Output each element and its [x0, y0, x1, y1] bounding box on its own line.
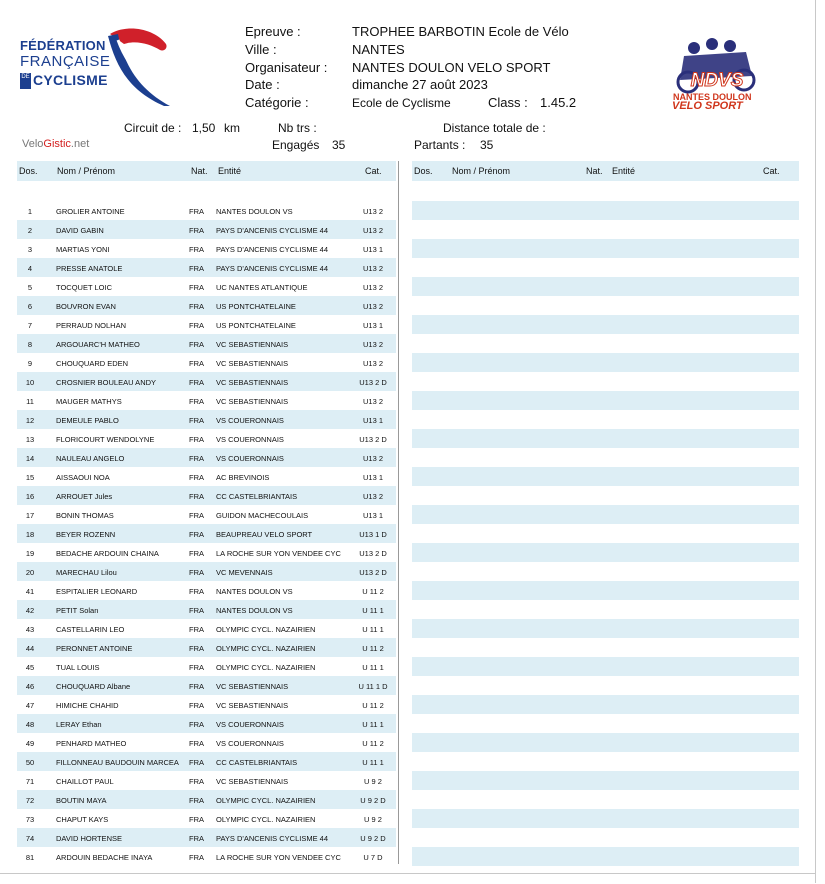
row-nat: FRA [189, 701, 204, 710]
column-divider [398, 161, 399, 864]
table-row [17, 505, 396, 524]
circuit-label: Circuit de : [124, 121, 182, 135]
organisateur-value: NANTES DOULON VELO SPORT [352, 60, 551, 75]
row-dos: 3 [27, 245, 33, 254]
row-dos: 42 [25, 606, 35, 615]
row-nat: FRA [189, 777, 204, 786]
row-cat: U13 2 [362, 397, 383, 406]
header-entite-right: Entité [612, 166, 636, 176]
row-nat: FRA [189, 815, 204, 824]
row-dos: 44 [25, 644, 35, 653]
table-row [17, 638, 396, 657]
row-dos: 74 [25, 834, 35, 843]
empty-table-row [412, 391, 799, 410]
row-entite: US PONTCHATELAINE [216, 302, 296, 311]
row-name: CHOUQUARD Albane [56, 682, 131, 691]
row-nat: FRA [189, 435, 204, 444]
row-dos: 73 [25, 815, 35, 824]
row-name: DAVID HORTENSE [56, 834, 122, 843]
row-nat: FRA [189, 625, 204, 634]
row-entite: US PONTCHATELAINE [216, 321, 296, 330]
row-name: PERRAUD NOLHAN [56, 321, 127, 330]
row-nat: FRA [189, 473, 204, 482]
row-cat: U13 2 [362, 264, 383, 273]
row-entite: VS COUERONNAIS [216, 739, 284, 748]
row-entite: OLYMPIC CYCL. NAZAIRIEN [216, 663, 316, 672]
row-name: MAUGER MATHYS [56, 397, 122, 406]
row-cat: U13 2 [362, 492, 383, 501]
ffc-logo-de: DE [20, 73, 31, 89]
velogistic-part3: .net [70, 138, 90, 150]
empty-table-row [412, 429, 799, 448]
row-dos: 41 [25, 587, 35, 596]
row-dos: 17 [25, 511, 35, 520]
header-nat-right: Nat. [586, 166, 603, 176]
row-cat: U 7 D [363, 853, 383, 862]
partants-value: 35 [480, 138, 494, 152]
row-name: ARGOUARC'H MATHEO [56, 340, 140, 349]
table-row [17, 695, 396, 714]
row-name: PENHARD MATHEO [56, 739, 127, 748]
row-cat: U13 2 D [359, 378, 387, 387]
row-nat: FRA [189, 302, 204, 311]
row-entite: VC MEVENNAIS [216, 568, 273, 577]
row-cat: U13 2 [362, 207, 383, 216]
row-name: DAVID GABIN [56, 226, 104, 235]
row-cat: U 11 2 [362, 644, 384, 653]
row-dos: 15 [25, 473, 35, 482]
row-entite: LA ROCHE SUR YON VENDEE CYC [216, 853, 341, 862]
row-dos: 48 [25, 720, 35, 729]
row-nat: FRA [189, 492, 204, 501]
row-name: FILLONNEAU BAUDOUIN MARCEA [56, 758, 179, 767]
table-row [17, 258, 396, 277]
row-name: TOCQUET LOIC [56, 283, 112, 292]
ffc-logo [18, 26, 173, 108]
row-entite: UC NANTES ATLANTIQUE [216, 283, 308, 292]
row-name: BEDACHE ARDOUIN CHAINA [56, 549, 159, 558]
row-cat: U13 1 [362, 245, 383, 254]
header-entite: Entité [218, 166, 242, 176]
header-nom: Nom / Prénom [57, 166, 116, 176]
table-row [17, 733, 396, 752]
row-entite: VC SEBASTIENNAIS [216, 397, 289, 406]
empty-table-row [412, 733, 799, 752]
row-name: MARTIAS YONI [56, 245, 110, 254]
ffc-swoosh-icon [106, 26, 172, 108]
engages-value: 35 [332, 138, 346, 152]
empty-table-row [412, 581, 799, 600]
header-cat: Cat. [365, 166, 382, 176]
page-edge-bottom [0, 873, 815, 884]
table-row [17, 372, 396, 391]
row-entite: VS COUERONNAIS [216, 435, 284, 444]
row-dos: 6 [27, 302, 33, 311]
empty-table-row [412, 353, 799, 372]
organisateur-label: Organisateur : [245, 60, 328, 75]
row-name: NAULEAU ANGELO [56, 454, 125, 463]
row-dos: 1 [27, 207, 33, 216]
row-cat: U 11 2 [362, 701, 384, 710]
circuit-unit: km [224, 121, 240, 135]
row-cat: U 11 1 D [358, 682, 388, 691]
row-entite: PAYS D'ANCENIS CYCLISME 44 [216, 834, 329, 843]
date-value: dimanche 27 août 2023 [352, 77, 488, 92]
row-cat: U13 2 [362, 283, 383, 292]
row-nat: FRA [189, 207, 204, 216]
table-row [17, 828, 396, 847]
row-nat: FRA [189, 853, 204, 862]
row-nat: FRA [189, 644, 204, 653]
empty-table-row [412, 277, 799, 296]
table-row [17, 847, 396, 866]
page-edge-right [815, 0, 825, 883]
row-dos: 72 [25, 796, 35, 805]
row-dos: 49 [25, 739, 35, 748]
row-name: CROSNIER BOULEAU ANDY [56, 378, 157, 387]
ville-value: NANTES [352, 42, 405, 57]
row-cat: U13 2 D [359, 549, 387, 558]
table-row [17, 676, 396, 695]
empty-table-row [412, 467, 799, 486]
row-cat: U 11 1 [362, 758, 384, 767]
row-cat: U 9 2 D [360, 796, 386, 805]
table-row [17, 543, 396, 562]
row-cat: U13 1 D [359, 530, 387, 539]
row-nat: FRA [189, 663, 204, 672]
row-dos: 14 [25, 454, 35, 463]
row-entite: OLYMPIC CYCL. NAZAIRIEN [216, 796, 316, 805]
table-row [17, 239, 396, 258]
table-row [17, 600, 396, 619]
row-cat: U 11 1 [362, 606, 384, 615]
empty-table-row [412, 771, 799, 790]
header-dos-right: Dos. [414, 166, 433, 176]
row-nat: FRA [189, 530, 204, 539]
row-dos: 9 [27, 359, 33, 368]
row-entite: GUIDON MACHECOULAIS [216, 511, 309, 520]
row-name: LERAY Ethan [56, 720, 102, 729]
empty-table-row [412, 847, 799, 866]
row-nat: FRA [189, 321, 204, 330]
empty-table-row [412, 619, 799, 638]
row-entite: VC SEBASTIENNAIS [216, 378, 289, 387]
row-cat: U13 2 D [359, 568, 387, 577]
row-nat: FRA [189, 587, 204, 596]
table-row [17, 581, 396, 600]
ndvs-logo-line1: NANTES DOULON [673, 92, 752, 102]
row-dos: 2 [27, 226, 33, 235]
categorie-value: Ecole de Cyclisme [352, 96, 451, 110]
row-entite: VS COUERONNAIS [216, 416, 284, 425]
row-cat: U13 2 [362, 226, 383, 235]
table-row [17, 486, 396, 505]
row-nat: FRA [189, 682, 204, 691]
row-name: CHAILLOT PAUL [56, 777, 114, 786]
ffc-logo-line2: FRANÇAISE [20, 53, 111, 70]
row-entite: VC SEBASTIENNAIS [216, 340, 289, 349]
row-name: MARECHAU Lilou [56, 568, 117, 577]
row-cat: U 11 1 [362, 663, 384, 672]
row-name: PRESSE ANATOLE [56, 264, 123, 273]
table-row [17, 752, 396, 771]
row-nat: FRA [189, 416, 204, 425]
row-dos: 8 [27, 340, 33, 349]
row-nat: FRA [189, 397, 204, 406]
row-cat: U 9 2 D [360, 834, 386, 843]
row-entite: NANTES DOULON VS [216, 207, 293, 216]
row-cat: U 11 1 [362, 720, 384, 729]
row-dos: 11 [26, 397, 34, 406]
table-header-right [412, 161, 799, 181]
row-nat: FRA [189, 378, 204, 387]
ville-label: Ville : [245, 42, 277, 57]
row-entite: CC CASTELBRIANTAIS [216, 492, 298, 501]
velogistic-part1: Velo [22, 138, 44, 150]
table-row [17, 790, 396, 809]
row-name: PETIT Solan [56, 606, 99, 615]
row-name: GROLIER ANTOINE [56, 207, 125, 216]
row-name: ESPITALIER LEONARD [56, 587, 138, 596]
row-entite: OLYMPIC CYCL. NAZAIRIEN [216, 625, 316, 634]
row-entite: CC CASTELBRIANTAIS [216, 758, 298, 767]
table-row [17, 315, 396, 334]
table-row [17, 562, 396, 581]
row-entite: VC SEBASTIENNAIS [216, 777, 289, 786]
row-entite: VC SEBASTIENNAIS [216, 701, 289, 710]
row-nat: FRA [189, 796, 204, 805]
row-name: AISSAOUI NOA [56, 473, 110, 482]
row-nat: FRA [189, 264, 204, 273]
row-nat: FRA [189, 226, 204, 235]
row-cat: U 11 2 [362, 739, 384, 748]
row-entite: VS COUERONNAIS [216, 454, 284, 463]
table-row [17, 353, 396, 372]
distance-label: Distance totale de : [443, 121, 546, 135]
row-entite: OLYMPIC CYCL. NAZAIRIEN [216, 644, 316, 653]
row-entite: OLYMPIC CYCL. NAZAIRIEN [216, 815, 316, 824]
row-entite: NANTES DOULON VS [216, 587, 293, 596]
table-row [17, 277, 396, 296]
row-dos: 7 [27, 321, 33, 330]
table-row [17, 714, 396, 733]
row-dos: 19 [25, 549, 35, 558]
row-dos: 10 [25, 378, 35, 387]
row-entite: NANTES DOULON VS [216, 606, 293, 615]
row-nat: FRA [189, 340, 204, 349]
row-entite: VC SEBASTIENNAIS [216, 682, 289, 691]
row-cat: U 11 1 [362, 625, 384, 634]
table-row [17, 296, 396, 315]
row-dos: 16 [25, 492, 35, 501]
ffc-logo-line3: CYCLISME [33, 72, 108, 88]
row-cat: U13 1 [362, 321, 383, 330]
row-nat: FRA [189, 454, 204, 463]
row-nat: FRA [189, 739, 204, 748]
row-dos: 50 [25, 758, 35, 767]
empty-table-row [412, 505, 799, 524]
row-cat: U13 2 [362, 340, 383, 349]
row-dos: 46 [25, 682, 35, 691]
row-entite: BEAUPREAU VELO SPORT [216, 530, 313, 539]
row-entite: VC SEBASTIENNAIS [216, 359, 289, 368]
engages-label: Engagés [272, 138, 320, 152]
velogistic-part2: Gistic [43, 138, 71, 150]
empty-table-row [412, 695, 799, 714]
row-name: FLORICOURT WENDOLYNE [56, 435, 155, 444]
row-dos: 43 [25, 625, 35, 634]
row-name: PERONNET ANTOINE [56, 644, 133, 653]
table-row [17, 771, 396, 790]
table-row [17, 410, 396, 429]
header-nom-right: Nom / Prénom [452, 166, 511, 176]
row-name: BONIN THOMAS [56, 511, 114, 520]
categorie-label: Catégorie : [245, 95, 309, 110]
row-name: CASTELLARIN LEO [56, 625, 125, 634]
row-dos: 5 [27, 283, 33, 292]
table-row [17, 524, 396, 543]
header-cat-right: Cat. [763, 166, 780, 176]
row-cat: U 9 2 [364, 777, 382, 786]
row-nat: FRA [189, 283, 204, 292]
row-nat: FRA [189, 606, 204, 615]
table-row [17, 657, 396, 676]
row-cat: U13 2 D [359, 435, 387, 444]
ffc-logo-line1: FÉDÉRATION [20, 38, 106, 53]
table-header-left [17, 161, 396, 181]
table-row [17, 448, 396, 467]
row-name: ARDOUIN BEDACHE INAYA [56, 853, 153, 862]
row-dos: 13 [25, 435, 35, 444]
class-value: 1.45.2 [540, 95, 577, 110]
table-row [17, 467, 396, 486]
row-dos: 47 [25, 701, 35, 710]
table-row [17, 429, 396, 448]
row-entite: PAYS D'ANCENIS CYCLISME 44 [216, 264, 329, 273]
velogistic-watermark [22, 138, 89, 150]
row-nat: FRA [189, 511, 204, 520]
row-nat: FRA [189, 549, 204, 558]
empty-table-row [412, 315, 799, 334]
row-entite: AC BREVINOIS [216, 473, 270, 482]
row-dos: 20 [25, 568, 35, 577]
empty-table-row [412, 201, 799, 220]
row-dos: 45 [25, 663, 35, 672]
row-nat: FRA [189, 568, 204, 577]
row-dos: 71 [25, 777, 35, 786]
row-cat: U13 1 [362, 416, 383, 425]
row-nat: FRA [189, 245, 204, 254]
empty-table-row [412, 543, 799, 562]
row-dos: 18 [25, 530, 35, 539]
epreuve-label: Epreuve : [245, 24, 301, 39]
row-cat: U13 2 [362, 302, 383, 311]
class-label: Class : [488, 95, 528, 110]
table-row [17, 201, 396, 220]
row-name: CHAPUT KAYS [56, 815, 109, 824]
row-dos: 81 [25, 853, 35, 862]
header-dos: Dos. [19, 166, 38, 176]
circuit-value: 1,50 [192, 121, 216, 135]
row-name: HIMICHE CHAHID [56, 701, 119, 710]
header-nat: Nat. [191, 166, 208, 176]
row-dos: 4 [27, 264, 33, 273]
row-name: BOUTIN MAYA [56, 796, 107, 805]
table-row [17, 220, 396, 239]
row-nat: FRA [189, 359, 204, 368]
table-row [17, 391, 396, 410]
row-name: ARROUET Jules [56, 492, 113, 501]
row-entite: VS COUERONNAIS [216, 720, 284, 729]
row-cat: U13 1 [362, 511, 383, 520]
row-entite: PAYS D'ANCENIS CYCLISME 44 [216, 245, 329, 254]
row-entite: PAYS D'ANCENIS CYCLISME 44 [216, 226, 329, 235]
row-cat: U 11 2 [362, 587, 384, 596]
row-nat: FRA [189, 834, 204, 843]
nbtrs-label: Nb trs : [278, 121, 317, 135]
ndvs-mark: NDVS [690, 70, 744, 91]
row-cat: U13 2 [362, 454, 383, 463]
partants-label: Partants : [414, 138, 466, 152]
row-dos: 12 [25, 416, 35, 425]
table-row [17, 619, 396, 638]
row-entite: LA ROCHE SUR YON VENDEE CYC [216, 549, 341, 558]
row-cat: U 9 2 [364, 815, 382, 824]
row-cat: U13 1 [362, 473, 383, 482]
row-name: TUAL LOUIS [56, 663, 100, 672]
empty-table-row [412, 657, 799, 676]
epreuve-value: TROPHEE BARBOTIN Ecole de Vélo [352, 24, 569, 39]
row-name: DEMEULE PABLO [56, 416, 119, 425]
empty-table-row [412, 809, 799, 828]
row-nat: FRA [189, 758, 204, 767]
row-nat: FRA [189, 720, 204, 729]
empty-table-row [412, 239, 799, 258]
row-name: CHOUQUARD EDEN [56, 359, 129, 368]
row-cat: U13 2 [362, 359, 383, 368]
ndvs-logo-line2: VELO SPORT [672, 100, 743, 112]
row-name: BOUVRON EVAN [56, 302, 116, 311]
table-row [17, 334, 396, 353]
date-label: Date : [245, 77, 280, 92]
row-name: BEYER ROZENN [56, 530, 116, 539]
table-row [17, 809, 396, 828]
